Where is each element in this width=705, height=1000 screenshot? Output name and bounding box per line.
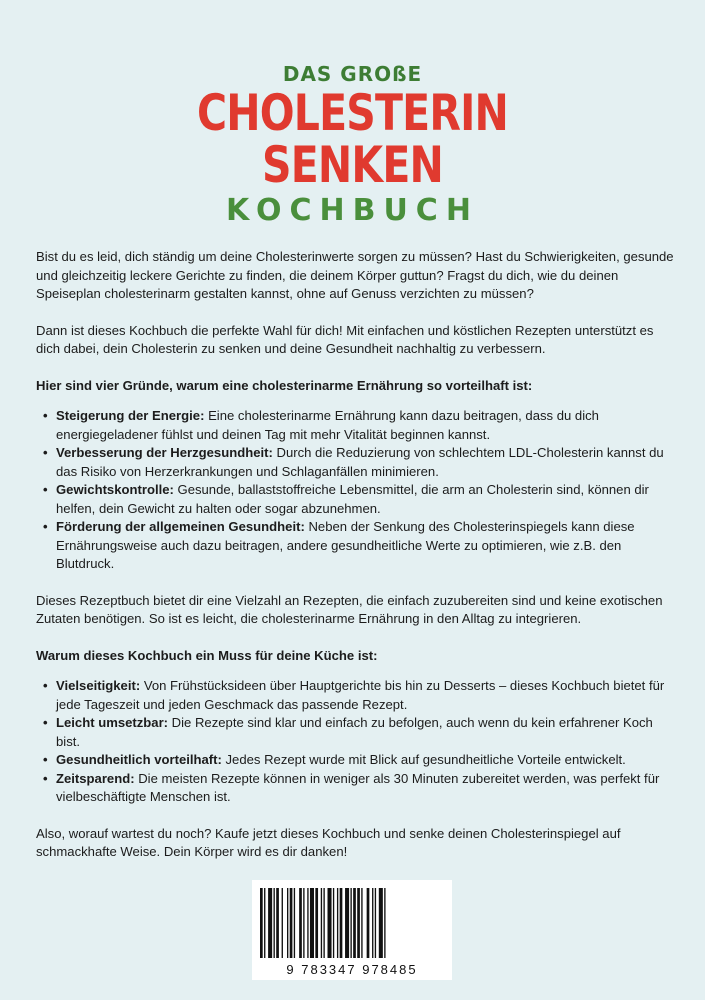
title-main-line1: CHOLESTERIN [196, 84, 509, 142]
list-item-text: Die Rezepte sind klar und einfach zu befolgen, auch wenn du kein erfahrener Koch bist. [56, 715, 653, 749]
barcode-bar [379, 888, 383, 958]
barcode-bar [367, 888, 370, 958]
barcode-bar [337, 888, 338, 958]
barcode-bar [345, 888, 349, 958]
list-item-label: Verbesserung der Herzgesundheit: [56, 445, 273, 460]
section1-list [36, 407, 676, 574]
list-item-text: Durch die Reduzierung von schlechtem LDL-Cholesterin kannst du das Risiko von Herzerkrankungen und Schlaganfällen minimieren. [56, 445, 664, 479]
list-item [36, 481, 676, 518]
list-item-text: Die meisten Rezepte können in weniger als 30 Minuten zubereitet werden, was perfekt für vielbeschäftigte Menschen ist. [56, 770, 660, 804]
barcode-bars-icon [260, 888, 444, 958]
isbn-barcode [252, 880, 452, 980]
list-item-label: Gesundheitlich vorteilhaft: [56, 752, 222, 767]
list-item [36, 751, 676, 770]
barcode-bar [268, 888, 272, 958]
barcode-bar [303, 888, 304, 958]
closing-paragraph: Also, worauf wartest du noch? Kaufe jetzt dieses Kochbuch und senke deinen Cholesterinspiegel auf schmackhafte Weise. Dein Körper wird es dir danken! [36, 825, 621, 859]
barcode-bar [290, 888, 293, 958]
barcode-bar [294, 888, 295, 958]
list-item-text: Neben der Senkung des Cholesterinspiegels kann diese Ernährungsweise auch dazu beitragen, andere gesundheitliche Werte zu optimieren, wie z.B. den Blutdruck. [56, 519, 635, 571]
barcode-bar [260, 888, 263, 958]
barcode-bar [333, 888, 334, 958]
cover-title [0, 62, 705, 228]
list-item-label: Steigerung der Energie: [56, 408, 205, 423]
barcode-bar [384, 888, 385, 958]
list-item-text: Gesunde, ballaststoffreiche Lebensmittel, die arm an Cholesterin sind, können dir helfen, dein Gewicht zu halten oder sogar abzunehmen. [56, 482, 649, 516]
title-subtitle: KOCHBUCH [226, 193, 479, 228]
barcode-bar [323, 888, 324, 958]
list-item-text: Jedes Rezept wurde mit Blick auf gesundheitliche Vorteile entwickelt. [221, 752, 626, 767]
barcode-bar [372, 888, 373, 958]
intro-paragraph-1: Bist du es leid, dich ständig um deine Cholesterinwerte sorgen zu müssen? Hast du Schwierigkeiten, gesunde und gleichzeitig leckere Gerichte zu finden, die deinem Körper guttun? Fragst du dich, wie du deinen Speiseplan cholesterinarm gestalten kannst, ohne auf Genuss verzichten zu müssen? [36, 249, 674, 301]
barcode-bar [375, 888, 376, 958]
barcode-bar [350, 888, 351, 958]
barcode-number: 9 783347 978485 [286, 962, 418, 977]
barcode-bar [315, 888, 318, 958]
section1-heading: Hier sind vier Gründe, warum eine cholesterinarme Ernährung so vorteilhaft ist: [36, 377, 533, 393]
barcode-bar [282, 888, 283, 958]
list-item-label: Zeitsparend: [56, 770, 135, 786]
list-item-label: Leicht umsetzbar: [56, 715, 169, 730]
list-item [36, 444, 676, 481]
title-prefix: DAS GROßE [282, 62, 423, 86]
list-item-label: Gewichtskontrolle: [56, 482, 174, 497]
barcode-bar [310, 888, 314, 958]
barcode-bar [264, 888, 265, 958]
list-item [36, 770, 676, 807]
list-item-text: Eine cholesterinarme Ernährung kann dazu beitragen, dass du dich energiegeladener fühlst und deinen Tag mit mehr Vitalität beginnen kannst. [56, 408, 599, 442]
list-item [36, 677, 676, 714]
list-item-label: Vielseitigkeit: [56, 678, 141, 693]
barcode-bar [274, 888, 275, 958]
list-item [36, 407, 676, 444]
barcode-bar [340, 888, 343, 958]
back-cover-text [36, 248, 676, 880]
barcode-bar [287, 888, 288, 958]
barcode-bar [321, 888, 322, 958]
list-item [36, 714, 676, 751]
intro-paragraph-2: Dann ist dieses Kochbuch die perfekte Wahl für dich! Mit einfachen und köstlichen Rezepten unterstützt es dich dabei, dein Cholesterin zu senken und deine Gesundheit nachhaltig zu verbessern. [36, 322, 654, 356]
section2-heading: Warum dieses Kochbuch ein Muss für deine Küche ist: [36, 647, 378, 663]
barcode-bar [299, 888, 302, 958]
list-item-label: Förderung der allgemeinen Gesundheit: [56, 519, 305, 534]
section2-list [36, 677, 676, 807]
barcode-bar [307, 888, 308, 958]
barcode-bar [276, 888, 279, 958]
list-item-text: Von Frühstücksideen über Hauptgerichte bis hin zu Desserts – dieses Kochbuch bietet für jede Tageszeit und jeden Geschmack das passende Rezept. [56, 678, 665, 712]
middle-paragraph: Dieses Rezeptbuch bietet dir eine Vielzahl an Rezepten, die einfach zuzubereiten sind und keine exotischen Zutaten benötigen. So ist es leicht, die cholesterinarme Ernährung in den Alltag zu integrieren. [36, 592, 663, 626]
title-main-line2: SENKEN [261, 136, 444, 194]
barcode-bar [353, 888, 356, 958]
list-item [36, 518, 676, 574]
barcode-bar [357, 888, 360, 958]
barcode-bar [361, 888, 362, 958]
barcode-bar [328, 888, 332, 958]
